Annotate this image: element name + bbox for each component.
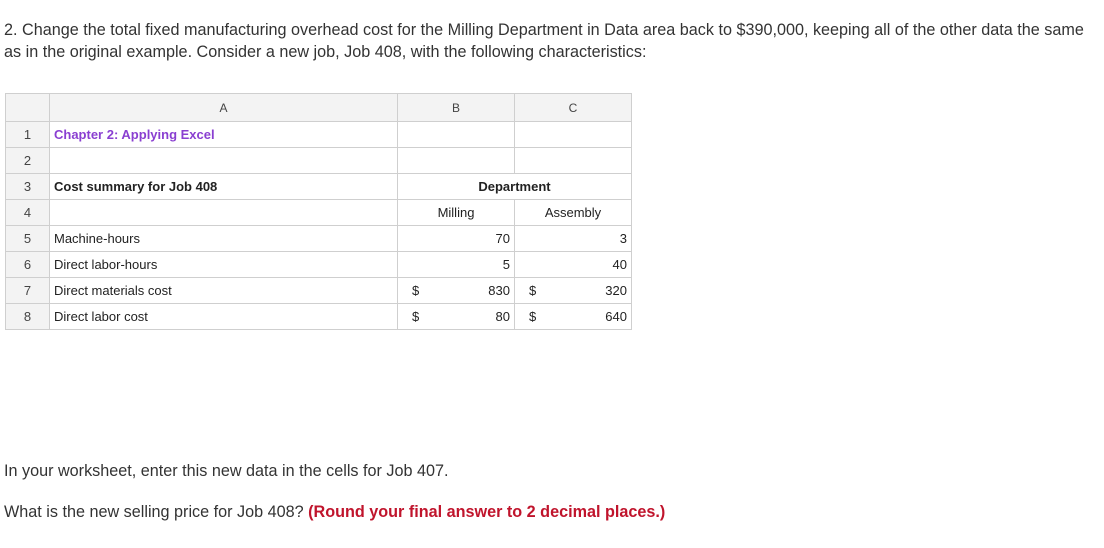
sheet-row-6 bbox=[6, 252, 632, 278]
cell-a4 bbox=[50, 200, 398, 226]
row-number: 6 bbox=[6, 252, 50, 278]
milling-currency-cell bbox=[398, 278, 515, 304]
column-header-row bbox=[6, 94, 632, 122]
currency-symbol: $ bbox=[529, 283, 537, 298]
assembly-value: 640 bbox=[605, 309, 627, 324]
row-number: 3 bbox=[6, 174, 50, 200]
row-number: 7 bbox=[6, 278, 50, 304]
cell-a2 bbox=[50, 148, 398, 174]
item-label: Direct materials cost bbox=[50, 278, 398, 304]
sheet-title: Chapter 2: Applying Excel bbox=[50, 122, 398, 148]
sheet-row-1 bbox=[6, 122, 632, 148]
sheet-row-2 bbox=[6, 148, 632, 174]
cell-b1 bbox=[398, 122, 515, 148]
column-header-b: B bbox=[398, 94, 515, 122]
column-header-c: C bbox=[515, 94, 632, 122]
department-header: Department bbox=[398, 174, 632, 200]
instruction-note: In your worksheet, enter this new data in the cells for Job 407. bbox=[4, 462, 449, 480]
assembly-currency-cell bbox=[515, 304, 632, 330]
row-number: 4 bbox=[6, 200, 50, 226]
sheet-row-8 bbox=[6, 304, 632, 330]
currency-symbol: $ bbox=[529, 309, 537, 324]
row-number: 1 bbox=[6, 122, 50, 148]
cost-summary-label: Cost summary for Job 408 bbox=[50, 174, 398, 200]
cell-b2 bbox=[398, 148, 515, 174]
sheet-row-7 bbox=[6, 278, 632, 304]
sheet-row-4 bbox=[6, 200, 632, 226]
question-text: 2. Change the total fixed manufacturing overhead cost for the Milling Department in Data area back to $390,000, keeping all of the other data the same as in the original example. Consider a new job, Job 408, with the following characteristics: bbox=[4, 21, 1084, 61]
assembly-header: Assembly bbox=[515, 200, 632, 226]
question-prompt bbox=[4, 503, 665, 522]
assembly-value: 40 bbox=[515, 252, 632, 278]
assembly-value: 320 bbox=[605, 283, 627, 298]
milling-header: Milling bbox=[398, 200, 515, 226]
milling-value: 80 bbox=[495, 309, 510, 324]
item-label: Machine-hours bbox=[50, 226, 398, 252]
milling-currency-cell bbox=[398, 304, 515, 330]
currency-symbol: $ bbox=[412, 283, 420, 298]
assembly-currency-cell bbox=[515, 278, 632, 304]
item-label: Direct labor-hours bbox=[50, 252, 398, 278]
cell-c1 bbox=[515, 122, 632, 148]
milling-value: 5 bbox=[398, 252, 515, 278]
question-prompt-text: What is the new selling price for Job 408? bbox=[4, 503, 304, 521]
cell-c2 bbox=[515, 148, 632, 174]
sheet-row-3 bbox=[6, 174, 632, 200]
milling-value: 830 bbox=[488, 283, 510, 298]
corner-cell bbox=[6, 94, 50, 122]
rounding-instruction: (Round your final answer to 2 decimal places.) bbox=[308, 503, 666, 521]
sheet-row-5 bbox=[6, 226, 632, 252]
spreadsheet bbox=[5, 93, 632, 330]
column-header-a: A bbox=[50, 94, 398, 122]
row-number: 8 bbox=[6, 304, 50, 330]
item-label: Direct labor cost bbox=[50, 304, 398, 330]
row-number: 5 bbox=[6, 226, 50, 252]
assembly-value: 3 bbox=[515, 226, 632, 252]
milling-value: 70 bbox=[398, 226, 515, 252]
row-number: 2 bbox=[6, 148, 50, 174]
currency-symbol: $ bbox=[412, 309, 420, 324]
